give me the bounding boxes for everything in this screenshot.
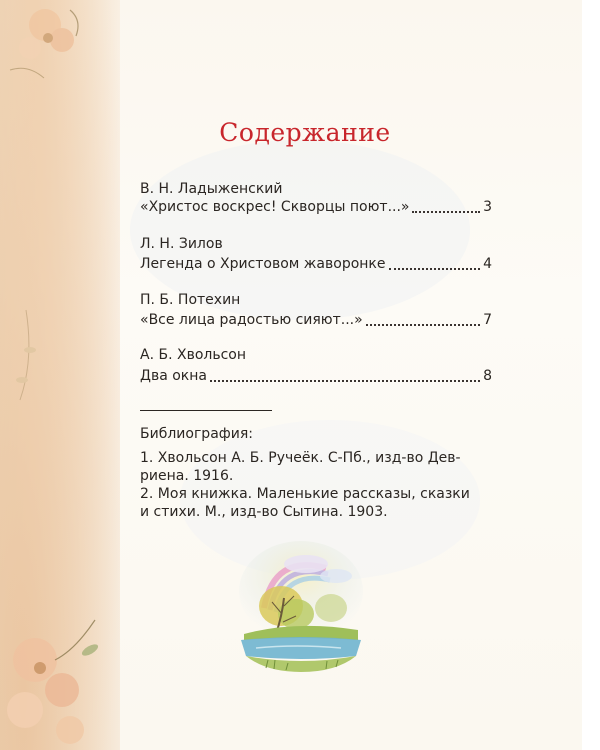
author-3: П. Б. Потехин (140, 292, 241, 308)
page-number-3: 7 (483, 312, 492, 328)
author-4: А. Б. Хвольсон (140, 347, 247, 363)
work-title-1: «Христос воскрес! Скворцы поют...» (140, 199, 410, 215)
bibliography-line-4: и стихи. М., изд-во Сытина. 1903. (140, 504, 388, 520)
contents-title: Содержание (219, 118, 391, 147)
toc-entry-4[interactable] (140, 367, 492, 385)
toc-entry-2[interactable] (140, 255, 492, 273)
author-1: В. Н. Ладыженский (140, 181, 283, 197)
work-title-4: Два окна (140, 368, 207, 384)
toc-entry-1[interactable] (140, 198, 492, 216)
dot-leader (412, 210, 480, 213)
work-title-3: «Все лица радостью сияют...» (140, 312, 363, 328)
toc-entry-3[interactable] (140, 311, 492, 329)
dot-leader (366, 323, 480, 326)
page-edge (582, 0, 600, 750)
work-title-2: Легенда о Христовом жаворонке (140, 256, 386, 272)
dot-leader (389, 267, 481, 270)
author-2: Л. Н. Зилов (140, 236, 223, 252)
bibliography-heading: Библиография: (140, 426, 253, 442)
landscape-illustration (236, 536, 366, 676)
bibliography-line-2: риена. 1916. (140, 468, 234, 484)
dot-leader (210, 379, 480, 382)
bibliography-line-1: 1. Хвольсон А. Б. Ручеёк. С-Пб., изд-во Дев- (140, 450, 461, 466)
page-number-1: 3 (483, 199, 492, 215)
section-divider (140, 410, 272, 411)
bibliography-line-3: 2. Моя книжка. Маленькие рассказы, сказки (140, 486, 470, 502)
page-number-2: 4 (483, 256, 492, 272)
page-number-4: 8 (483, 368, 492, 384)
